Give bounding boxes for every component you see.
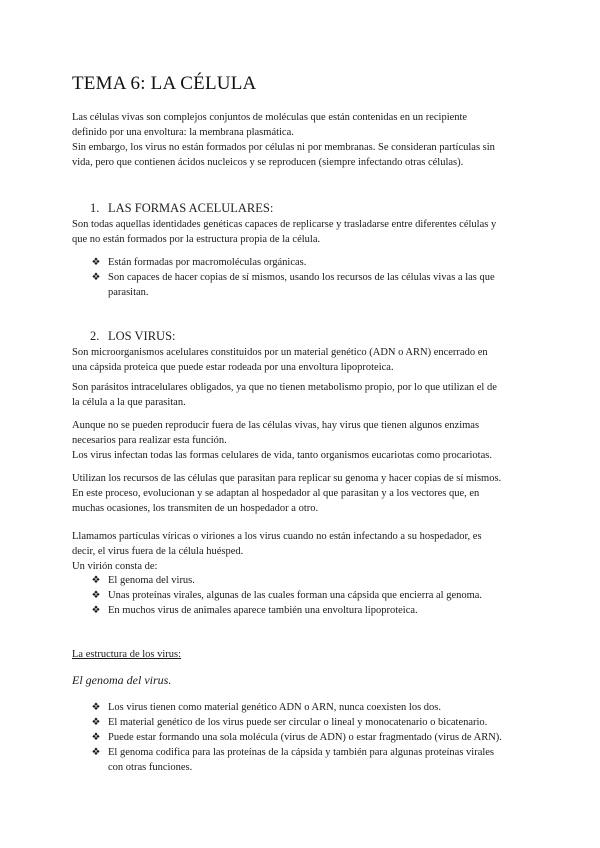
- section-number: 2.: [90, 329, 100, 343]
- list-item-text: El genoma codifica para las proteínas de la cápsida y también para algunas proteínas virales: [108, 747, 495, 758]
- diamond-bullet-icon: ❖: [91, 732, 101, 743]
- diamond-bullet-icon: ❖: [91, 747, 101, 758]
- list-item-text: El material genético de los virus puede ser circular o lineal y monocatenario o bicatenario.: [108, 717, 488, 728]
- section1-bullet-list: [90, 255, 530, 300]
- page-title: TEMA 6: LA CÉLULA: [72, 73, 257, 94]
- virion-bullet-list: [90, 573, 530, 618]
- list-item: [90, 745, 530, 775]
- text-line: Sin embargo, los virus no están formados por células ni por membranas. Se consideran partículas sin: [72, 142, 495, 153]
- genome-bullet-list: [90, 700, 530, 775]
- text-line: Utilizan los recursos de las células que parasitan para replicar su genoma y hacer copias de sí mismos.: [72, 473, 502, 484]
- diamond-bullet-icon: ❖: [91, 272, 101, 283]
- list-item: [90, 700, 530, 715]
- list-item-text: parasitan.: [108, 287, 149, 298]
- diamond-bullet-icon: ❖: [91, 590, 101, 601]
- text-line: Son parásitos intracelulares obligados, ya que no tienen metabolismo propio, por lo que utilizan el de: [72, 382, 497, 393]
- genome-subheading: El genoma del virus.: [72, 673, 172, 687]
- diamond-bullet-icon: ❖: [91, 257, 101, 268]
- text-line: Los virus infectan todas las formas celulares de vida, tanto organismos eucariotas como procariotas.: [72, 450, 492, 461]
- text-line: Las células vivas son complejos conjuntos de moléculas que están contenidas en un recipiente: [72, 112, 468, 123]
- text-line: que no están formados por la estructura propia de la célula.: [72, 234, 321, 245]
- section-heading-formas-acelulares: [90, 200, 273, 216]
- list-item: [90, 270, 530, 300]
- list-item-text: Los virus tienen como material genético ADN o ARN, nunca coexisten los dos.: [108, 702, 442, 713]
- list-item: [90, 573, 530, 588]
- structure-heading: La estructura de los virus:: [72, 649, 182, 660]
- list-item-text: Unas proteínas virales, algunas de las cuales forman una cápsida que encierra al genoma.: [108, 590, 483, 601]
- list-item-text: Puede estar formando una sola molécula (virus de ADN) o estar fragmentado (virus de ARN).: [108, 732, 502, 743]
- list-item: [90, 603, 530, 618]
- diamond-bullet-icon: ❖: [91, 702, 101, 713]
- virus-paragraph-2: [72, 380, 528, 410]
- text-line: Llamamos partículas víricas o viriones a los virus cuando no están infectando a su hospedador, es: [72, 531, 482, 542]
- list-item: [90, 715, 530, 730]
- text-line: Son microorganismos acelulares constituidos por un material genético (ADN o ARN) encerrado en: [72, 347, 488, 358]
- diamond-bullet-icon: ❖: [91, 717, 101, 728]
- diamond-bullet-icon: ❖: [91, 575, 101, 586]
- list-item-text: Están formadas por macromoléculas orgánicas.: [108, 257, 307, 268]
- list-item: [90, 730, 530, 745]
- section-heading-text: LOS VIRUS:: [108, 329, 176, 343]
- section-heading-virus: [90, 328, 176, 344]
- list-item-text: En muchos virus de animales aparece también una envoltura lipoproteica.: [108, 605, 418, 616]
- list-item-text: con otras funciones.: [108, 762, 193, 773]
- diamond-bullet-icon: ❖: [91, 605, 101, 616]
- text-line: definido por una envoltura: la membrana plasmática.: [72, 127, 294, 138]
- intro-paragraph: [72, 110, 528, 170]
- virus-paragraph-4: [72, 471, 528, 516]
- section1-paragraph: [72, 217, 528, 247]
- section-heading-text: LAS FORMAS ACELULARES:: [108, 201, 274, 215]
- virus-paragraph-5: [72, 529, 528, 574]
- list-item: [90, 255, 530, 270]
- list-item-text: El genoma del virus.: [108, 575, 195, 586]
- list-item: [90, 588, 530, 603]
- text-line: necesarios para realizar esta función.: [72, 435, 227, 446]
- text-line: Un virión consta de:: [72, 561, 158, 572]
- text-line: la célula a la que parasitan.: [72, 397, 186, 408]
- virus-paragraph-3: [72, 418, 528, 463]
- text-line: vida, pero que contienen ácidos nucleicos y se reproducen (siempre infectando otras células).: [72, 157, 464, 168]
- text-line: Son todas aquellas identidades genéticas capaces de replicarse y trasladarse entre diferentes células y: [72, 219, 497, 230]
- text-line: una cápsida proteica que puede estar rodeada por una envoltura lipoproteica.: [72, 362, 394, 373]
- text-line: decir, el virus fuera de la célula huésped.: [72, 546, 244, 557]
- list-item-text: Son capaces de hacer copias de sí mismos, usando los recursos de las células vivas a las que: [108, 272, 495, 283]
- text-line: Aunque no se pueden reproducir fuera de las células vivas, hay virus que tienen algunos enzimas: [72, 420, 480, 431]
- text-line: En este proceso, evolucionan y se adaptan al hospedador al que parasitan y a los vectores que, en: [72, 488, 480, 499]
- section-number: 1.: [90, 201, 100, 215]
- virus-paragraph-1: [72, 345, 528, 375]
- text-line: muchas ocasiones, los transmiten de un hospedador a otro.: [72, 503, 319, 514]
